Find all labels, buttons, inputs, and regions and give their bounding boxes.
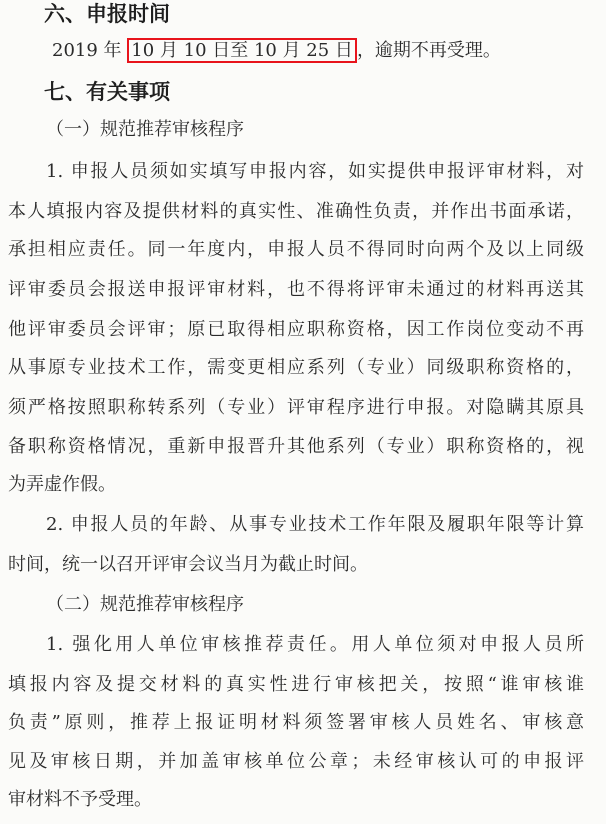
- paragraph-1-line: 评审委员会报送申报评审材料，也不得将评审未通过的材料再送其: [8, 279, 584, 300]
- paragraph-3-line: 审材料不予受理。: [8, 789, 152, 810]
- paragraph-3-line: 负责”原则，推荐上报证明材料须签署审核人员姓名、审核意: [8, 712, 584, 733]
- paragraph-1-line: 本人填报内容及提供材料的真实性、准确性负责，并作出书面承诺，: [8, 201, 584, 222]
- paragraph-2-line: 时间，统一以召开评审会议当月为截止时间。: [8, 554, 368, 575]
- paragraph-3-line: 填报内容及提交材料的真实性进行审核把关，按照“谁审核谁: [8, 674, 584, 695]
- paragraph-3-line: 1. 强化用人单位审核推荐责任。用人单位须对申报人员所: [46, 634, 584, 655]
- section-7-heading: 七、有关事项: [44, 80, 170, 104]
- subsection-2-heading: （二）规范推荐审核程序: [46, 594, 244, 615]
- year-text: 2019 年: [52, 40, 122, 61]
- submission-period-line: [52, 37, 501, 65]
- paragraph-1-line: 须严格按照职称转系列（专业）评审程序进行申报。对隐瞒其原具: [8, 397, 584, 418]
- paragraph-1-line: 为弄虚作假。: [8, 474, 116, 495]
- paragraph-2-line: 2. 申报人员的年龄、从事专业技术工作年限及履职年限等计算: [46, 514, 584, 535]
- subsection-1-heading: （一）规范推荐审核程序: [46, 119, 244, 140]
- paragraph-1-line: 从事原专业技术工作，需变更相应系列（专业）同级职称资格的，: [8, 357, 584, 378]
- section-6-heading: 六、申报时间: [44, 2, 170, 26]
- highlighted-date-range: 10 月 10 日至 10 月 25 日: [127, 38, 357, 63]
- paragraph-3-line: 见及审核日期，并加盖审核单位公章；未经审核认可的申报评: [8, 751, 584, 772]
- deadline-note: ，逾期不再受理。: [356, 40, 501, 61]
- paragraph-1-line: 承担相应责任。同一年度内，申报人员不得同时向两个及以上同级: [8, 239, 584, 260]
- paragraph-1-line: 1. 申报人员须如实填写申报内容，如实提供申报评审材料，对: [46, 161, 584, 182]
- paragraph-1-line: 他评审委员会评审；原已取得相应职称资格，因工作岗位变动不再: [8, 319, 584, 340]
- paragraph-1-line: 备职称资格情况，重新申报晋升其他系列（专业）职称资格的，视: [8, 436, 584, 457]
